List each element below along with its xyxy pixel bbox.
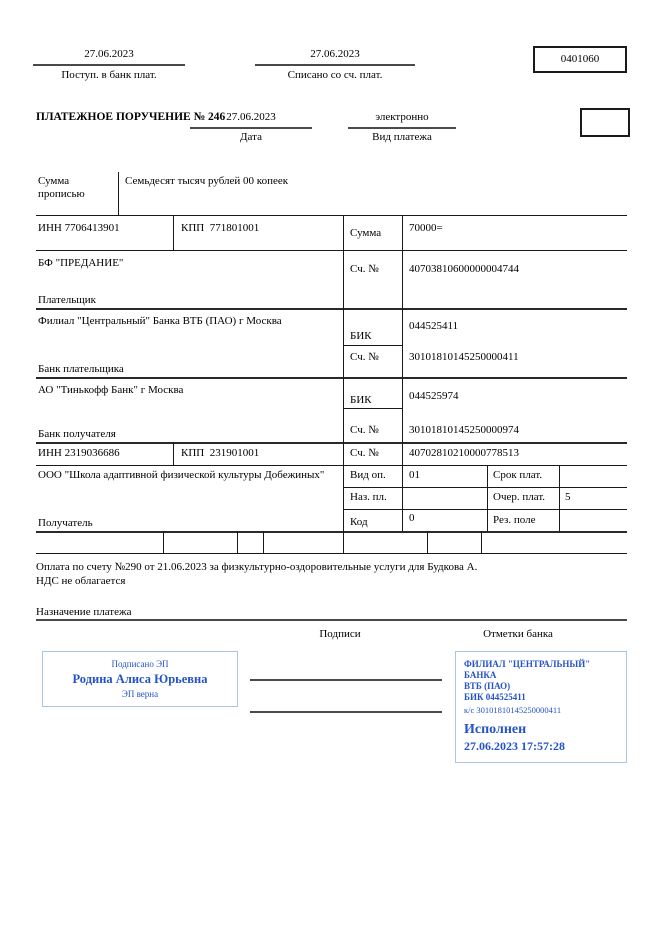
divider-line — [173, 215, 174, 250]
document-date-underline — [190, 127, 312, 129]
divider-line — [36, 442, 627, 444]
divider-line — [163, 531, 164, 553]
signature-line — [250, 711, 442, 713]
payee-bank-bik: 044525974 — [409, 390, 459, 402]
payee-bank-bik-label: БИК — [350, 394, 372, 406]
form-code: 0401060 — [560, 53, 600, 65]
esignature-stamp-line3: ЭП верна — [121, 688, 159, 699]
priority-value: 5 — [565, 491, 571, 503]
divider-line — [36, 308, 627, 310]
payee-label: Получатель — [38, 517, 93, 529]
divider-line — [343, 487, 627, 488]
payee-bank-corr-account: 30101810145250000974 — [409, 424, 519, 436]
payee-account: 40702810210000778513 — [409, 447, 519, 459]
purpose-code-label: Наз. пл. — [350, 491, 387, 503]
payer-inn: ИНН 7706413901 — [38, 222, 120, 234]
payer-bank-name: Филиал "Центральный" Банка ВТБ (ПАО) г Москва — [38, 315, 282, 327]
payer-name: БФ "ПРЕДАНИЕ" — [38, 257, 124, 269]
divider-line — [343, 408, 403, 409]
payee-bank-name: АО "Тинькофф Банк" г Москва — [38, 384, 184, 396]
code-value: 0 — [409, 512, 415, 524]
bank-stamp-corr: к/с 30101810145250000411 — [464, 705, 562, 715]
sum-value: 70000= — [409, 222, 443, 234]
bank-stamp-line2: ВТБ (ПАО) — [464, 681, 511, 691]
divider-line — [36, 531, 627, 533]
bank-stamp-line1: ФИЛИАЛ "ЦЕНТРАЛЬНЫЙ" БАНКА — [464, 659, 591, 680]
amount-in-words-label: Сумма прописью — [38, 175, 85, 200]
bank-stamp-status: Исполнен — [464, 722, 527, 737]
payment-kind-underline — [348, 127, 456, 129]
payer-bank-bik: 044525411 — [409, 320, 459, 332]
esignature-stamp-name: Родина Алиса Юрьевна — [72, 671, 208, 686]
signatures-label: Подписи — [319, 628, 361, 640]
purpose-label: Назначение платежа — [36, 606, 132, 618]
divider-line — [427, 531, 428, 553]
payer-kpp: КПП 771801001 — [181, 222, 260, 234]
signature-line — [250, 679, 442, 681]
payment-kind-label: Вид платежа — [372, 131, 432, 143]
amount-in-words: Семьдесят тысяч рублей 00 копеек — [125, 175, 289, 187]
divider-line — [36, 377, 627, 379]
payee-bank-label: Банк получателя — [38, 428, 116, 440]
payer-bank-bik-label: БИК — [350, 330, 372, 342]
payee-kpp: КПП 231901001 — [181, 447, 260, 459]
divider-line — [36, 465, 627, 466]
divider-line — [36, 215, 627, 216]
bank-stamp-datetime: 27.06.2023 17:57:28 — [464, 739, 565, 753]
esignature-stamp-line1: Подписано ЭП — [111, 658, 169, 669]
payer-bank-corr-label: Сч. № — [350, 351, 379, 363]
esignature-stamp — [42, 651, 238, 707]
bank-stamp — [455, 651, 627, 763]
purpose-line1: Оплата по счету №290 от 21.06.2023 за физкультурно-оздоровительные услуги для Будкова А. — [36, 561, 478, 573]
payer-label: Плательщик — [38, 294, 96, 306]
payee-inn: ИНН 2319036686 — [38, 447, 120, 459]
divider-line — [118, 172, 119, 215]
divider-line — [343, 345, 403, 346]
received-in-bank-label: Поступ. в банк плат. — [61, 69, 157, 81]
divider-line — [402, 215, 403, 531]
payee-account-label: Сч. № — [350, 447, 379, 459]
divider-line — [487, 465, 488, 531]
payment-kind: электронно — [375, 111, 429, 123]
divider-line — [237, 531, 238, 553]
received-date-underline — [33, 64, 185, 66]
purpose-line2: НДС не облагается — [36, 575, 126, 587]
purpose-underline — [36, 619, 627, 621]
document-date: 27.06.2023 — [226, 111, 276, 123]
divider-line — [263, 531, 264, 553]
pay-term-label: Срок плат. — [493, 469, 543, 481]
divider-line — [481, 531, 482, 553]
payer-account-label: Сч. № — [350, 263, 379, 275]
form-code-box — [533, 46, 627, 73]
debited-label: Списано со сч. плат. — [287, 69, 383, 81]
divider-line — [343, 215, 344, 553]
op-kind-label: Вид оп. — [350, 469, 386, 481]
payee-bank-corr-label: Сч. № — [350, 424, 379, 436]
code-label: Код — [350, 516, 368, 528]
payer-account: 40703810600000004744 — [409, 263, 519, 275]
document-title: ПЛАТЕЖНОЕ ПОРУЧЕНИЕ № 246 — [36, 111, 226, 123]
divider-line — [559, 465, 560, 531]
op-kind-value: 01 — [409, 469, 420, 481]
payee-name: ООО "Школа адаптивной физической культуры Добежиных" — [38, 469, 325, 481]
document-date-label: Дата — [240, 131, 262, 143]
bank-marks-label: Отметки банка — [483, 628, 553, 640]
priority-label: Очер. плат. — [493, 491, 546, 503]
sum-label: Сумма — [350, 227, 382, 239]
received-in-bank-date: 27.06.2023 — [84, 48, 134, 60]
divider-line — [36, 250, 627, 251]
status-code-box — [580, 108, 630, 137]
payer-bank-label: Банк плательщика — [38, 363, 124, 375]
divider-line — [36, 553, 627, 554]
divider-line — [173, 442, 174, 465]
bank-stamp-bik: БИК 044525411 — [464, 692, 526, 702]
debited-date: 27.06.2023 — [310, 48, 360, 60]
reserve-label: Рез. поле — [493, 514, 536, 526]
debited-date-underline — [255, 64, 415, 66]
payer-bank-corr-account: 30101810145250000411 — [409, 351, 519, 363]
divider-line — [343, 509, 627, 510]
